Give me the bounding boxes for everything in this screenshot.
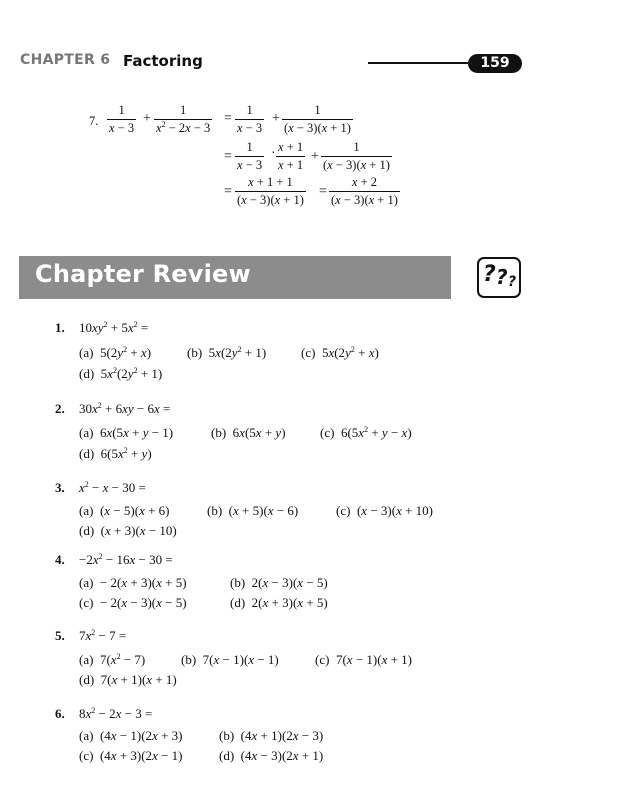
option-a[interactable]: (a) 6x(5x + y − 1): [79, 425, 174, 440]
option-a[interactable]: (a) − 2(x + 3)(x + 5): [79, 575, 187, 590]
fraction: $\frac{1}{x - 3}$: [237, 103, 263, 135]
problem-number: 4.: [55, 552, 65, 567]
question-mark-glyph: ?: [508, 274, 517, 290]
option-c[interactable]: (c) $5x(2y^2 + x)$: [301, 345, 379, 360]
fraction: $\frac{x + 1}{x + 1}$: [278, 140, 304, 172]
option-label: (b): [181, 652, 197, 667]
problem-number: 3.: [55, 480, 65, 495]
fraction: $\frac{1}{(x - 3)(x + 1)}$: [284, 103, 351, 135]
fraction: $\frac{x + 2}{(x - 3)(x + 1)}$: [331, 175, 398, 207]
example-number: 7.: [89, 114, 99, 128]
fraction: $\frac{x + 1 + 1}{(x - 3)(x + 1)}$: [237, 175, 304, 207]
problem-number: 5.: [55, 628, 65, 643]
problem-number: 1.: [55, 320, 65, 335]
option-b[interactable]: (b) (4x + 1)(2x − 3): [219, 728, 324, 743]
plus-sign: +: [311, 149, 319, 164]
option-label: (b): [219, 728, 235, 743]
option-a[interactable]: (a) $7(x^2 - 7)$: [79, 652, 146, 667]
option-label: (a): [79, 503, 94, 518]
option-label: (b): [211, 425, 227, 440]
option-b[interactable]: (b) 7(x − 1)(x − 1): [181, 652, 279, 667]
chapter-label: CHAPTER 6: [20, 52, 111, 68]
option-d[interactable]: (d) (x + 3)(x − 10): [79, 523, 177, 538]
chapter-title: Factoring: [123, 52, 203, 70]
fraction: $\frac{1}{(x - 3)(x + 1)}$: [323, 140, 390, 172]
plus-sign: +: [143, 111, 151, 126]
option-label: (b): [187, 345, 203, 360]
option-label: (c): [336, 503, 351, 518]
equals-sign: =: [224, 149, 232, 164]
plus-sign: +: [272, 111, 280, 126]
option-a[interactable]: (a) $5(2y^2 + x)$: [79, 345, 152, 360]
option-label: (a): [79, 575, 94, 590]
option-b[interactable]: (b) 2(x − 3)(x − 5): [230, 575, 328, 590]
option-d[interactable]: (d) $6(5x^2 + y)$: [79, 446, 152, 461]
option-label: (c): [315, 652, 330, 667]
option-label: (d): [219, 748, 235, 763]
option-c[interactable]: (c) $6(5x^2 + y - x)$: [320, 425, 412, 440]
option-label: (a): [79, 652, 94, 667]
option-label: (a): [79, 425, 94, 440]
option-d[interactable]: (d) (4x − 3)(2x + 1): [219, 748, 324, 763]
page-number-badge: 159: [468, 54, 522, 73]
problem-question: $-2x^2 - 16x - 30$ =: [79, 552, 173, 567]
fraction: $\frac{1}{x - 3}$: [237, 140, 263, 172]
option-d[interactable]: (d) 2(x + 3)(x + 5): [230, 595, 328, 610]
problem-question: $7x^2 - 7$ =: [79, 628, 127, 643]
fraction: $\frac{1}{x - 3}$: [109, 103, 135, 135]
problem-question: $8x^2 - 2x - 3$ =: [79, 706, 153, 721]
multiply-dot: ·: [271, 146, 276, 161]
equals-sign: =: [224, 111, 232, 126]
option-label: (b): [207, 503, 223, 518]
option-b[interactable]: (b) $5x(2y^2 + 1)$: [187, 345, 267, 360]
problem-question: $30x^2 + 6xy - 6x$ =: [79, 401, 171, 416]
question-mark-glyph: ?: [496, 265, 508, 289]
section-title: Chapter Review: [35, 260, 251, 288]
option-b[interactable]: (b) (x + 5)(x − 6): [207, 503, 299, 518]
problem-number: 2.: [55, 401, 65, 416]
problem-question: $x^2 - x - 30$ =: [79, 480, 146, 495]
option-c[interactable]: (c) (4x + 3)(2x − 1): [79, 748, 183, 763]
option-label: (d): [79, 446, 95, 461]
option-d[interactable]: (d) 7(x + 1)(x + 1): [79, 672, 177, 687]
fraction: $\frac{1}{x^2 - 2x - 3}$: [156, 103, 211, 135]
option-label: (c): [301, 345, 316, 360]
equals-sign: =: [224, 184, 232, 199]
option-label: (d): [230, 595, 246, 610]
header-rule: [368, 62, 473, 64]
option-label: (a): [79, 345, 94, 360]
option-a[interactable]: (a) (4x − 1)(2x + 3): [79, 728, 183, 743]
option-c[interactable]: (c) (x − 3)(x + 10): [336, 503, 434, 518]
option-a[interactable]: (a) (x − 5)(x + 6): [79, 503, 170, 518]
option-label: (c): [79, 748, 94, 763]
problem-number: 6.: [55, 706, 65, 721]
question-mark-glyph: ?: [483, 262, 496, 287]
option-d[interactable]: (d) $5x^2(2y^2 + 1)$: [79, 366, 163, 381]
question-marks-icon: [477, 257, 521, 298]
option-label: (b): [230, 575, 246, 590]
option-label: (a): [79, 728, 94, 743]
option-b[interactable]: (b) 6x(5x + y): [211, 425, 286, 440]
problem-question: $10xy^2 + 5x^2$ =: [79, 320, 149, 335]
option-label: (d): [79, 523, 95, 538]
option-label: (c): [79, 595, 94, 610]
option-c[interactable]: (c) − 2(x − 3)(x − 5): [79, 595, 187, 610]
option-c[interactable]: (c) 7(x − 1)(x + 1): [315, 652, 413, 667]
option-label: (c): [320, 425, 335, 440]
equals-sign: =: [319, 184, 327, 199]
option-label: (d): [79, 366, 95, 381]
option-label: (d): [79, 672, 95, 687]
